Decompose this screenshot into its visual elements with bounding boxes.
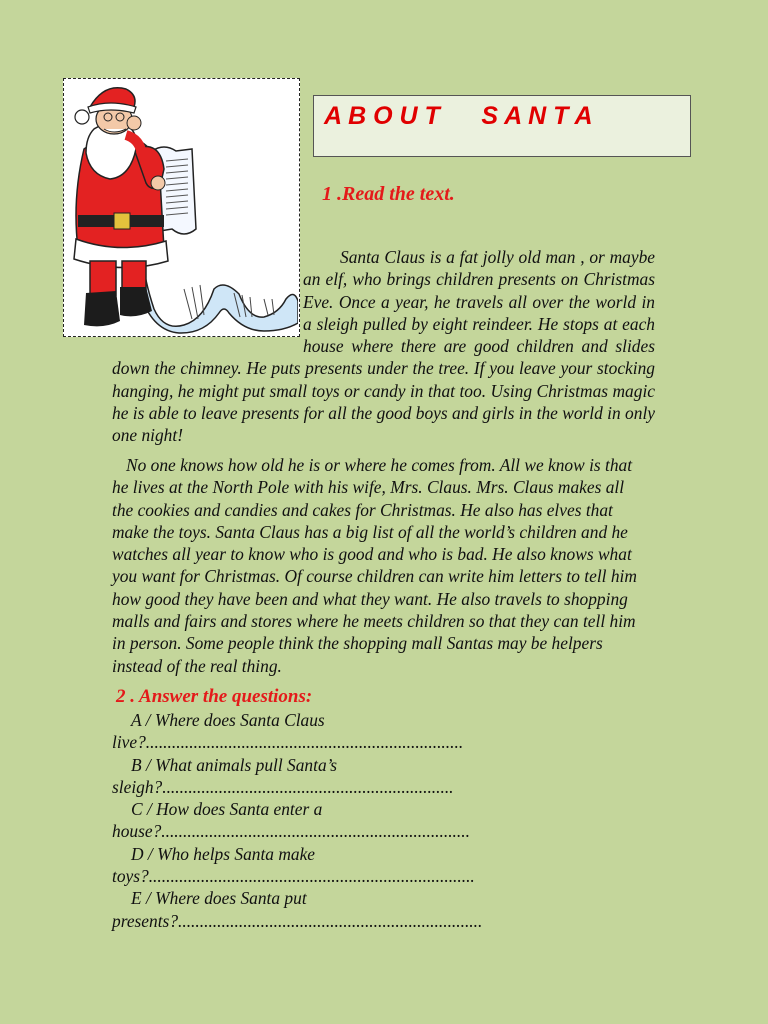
question-a-text: A / Where does Santa Claus <box>131 710 325 730</box>
question-a <box>112 709 552 754</box>
question-b-text: B / What animals pull Santa’s <box>131 754 337 775</box>
section-2-heading: 2 . Answer the questions: <box>116 686 313 707</box>
question-d <box>112 843 552 888</box>
paragraph-1-text: Santa Claus is a fat jolly old man , or maybe an elf, who brings children presents on Christmas Eve. Once a year, he travels all over the world in a sleigh pulled by eight reindeer. He stops at each house where there are good children and slides down the chimney. He puts presents under the tree. If you leave your stocking hanging, he might put small toys or candy in that too. Using Christmas magic he is able to leave presents for all the good boys and girls in the world in only one night! <box>112 247 655 446</box>
page-title: A B O U T S A N T A <box>324 102 593 130</box>
question-a-answer-line: live?......................................................................... <box>112 732 464 753</box>
question-d-text: D / Who helps Santa make <box>131 843 316 864</box>
question-b-answer-line: sleigh?................................................................... <box>112 776 454 797</box>
question-d-answer-line: toys?........................................................................... <box>112 866 475 887</box>
question-e <box>112 887 552 932</box>
paragraph-2-text: No one knows how old he is or where he comes from. All we know is that he lives at the North Pole with his wife, Mrs. Claus. Mrs. Claus makes all the cookies and candies and cakes for Christmas. He also has elves that make the toys. Santa Claus has a big list of all the world’s children and he watches all year to know who is good and who is bad. He also knows what you want for Christmas. Of course children can write him letters to tell him how good they have been and what they want. He also travels to shopping malls and fairs and stores where he meets children so that they can tell him in person. Some people think the shopping mall Santas may be helpers instead of the real thing. <box>112 455 637 676</box>
question-c-answer-line: house?....................................................................... <box>112 821 470 842</box>
question-b <box>112 754 552 799</box>
section-1-heading: 1 .Read the text. <box>322 183 455 205</box>
paragraph-2 <box>112 454 642 677</box>
question-c-text: C / How does Santa enter a <box>131 799 323 820</box>
question-e-answer-line: presents?...................................................................... <box>112 910 483 931</box>
question-c <box>112 798 552 843</box>
title-box <box>313 95 691 157</box>
question-e-text: E / Where does Santa put <box>131 888 307 909</box>
questions-list <box>112 709 552 932</box>
paragraph-1 <box>112 246 655 447</box>
